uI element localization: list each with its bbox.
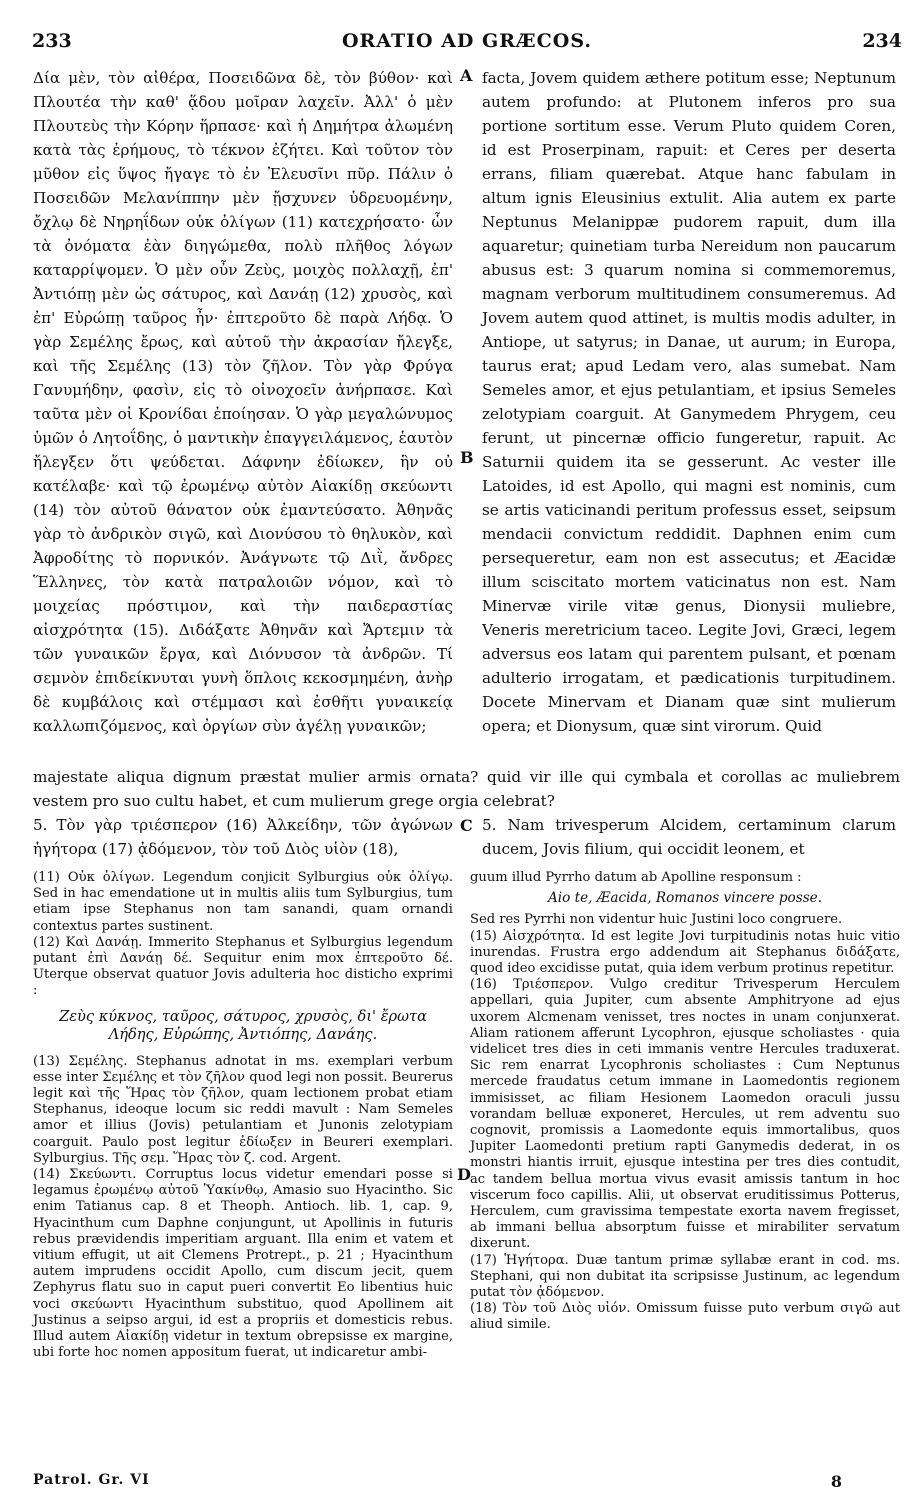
running-title: ORATIO AD GRÆCOS. (341, 30, 593, 52)
page-footer (33, 1472, 902, 1494)
footnote-14-continued: guum illud Pyrrho datum ab Apolline responsum : (470, 870, 802, 885)
right-page-number: 234 (862, 30, 902, 52)
left-page-number: 233 (32, 30, 72, 52)
footnotes-left (33, 870, 453, 1361)
footnote-16: (16) Τριέσπερον. Vulgo creditur Trivesperum Herculem appellari, quia Jupiter, cum absente Amphitryone ad ejus uxorem Alcmenam venisset, tres noctes in unam conjunxerat. Aliam rationem afferunt Lycophron, ejusque scholiastes · quia videlicet tres dies in ceti immanis ventre Hercules traduxerat. Sic rem enarrat Lycophronis scholiastes : Cum Neptunus mercede fraudatus cetum immane in Laomedontis regionem immisisset, ac filiam Hesionem Laomedon oraculi jussu vorandam belluæ exponeret, Hercules, ut rem adventu suo cognovit, promissis a Laomedonte equis immortalibus, quos Jupiter Laomedonti pretium rapti Ganymedis dederat, in os monstri hiantis irruit, ejusque intestina per tres dies contudit, ac tandem bellua mortua vivus evasit amissis tantum in hoc viscerum foco capillis. Alii, ut observat eruditissimus Potterus, Herculem, cum gravissima tempestate exorta navem fregisset, ab immani bellua absorptum fuisse et mirabiliter servatum dixerunt. (470, 977, 900, 1252)
footnote-11: (11) Οὐκ ὀλίγων. Legendum conjicit Sylburgius οὐκ ὀλίγῳ. Sed in hac emendatione ut in multis aliis tum Sylburgius, tum etiam ipse Stephanus non tam sanandi, quam ornandi contextus partes sustinent. (33, 870, 453, 934)
page-header (32, 30, 902, 60)
margin-marker-d: D (457, 1165, 471, 1184)
signature-mark: Patrol. Gr. VI (33, 1472, 150, 1488)
footnote-14: (14) Σκεύωντι. Corruptus locus videtur emendari posse si legamus ἐρωμένῳ αὐτοῦ Ὑακίνθῳ, Amasio suo Hyacintho. Sic enim Tatianus cap. 8 et Theoph. Antioch. lib. 1, cap. 9, Hyacinthum cum Daphne conjungunt, ut Apollinis in futuris rebus prævidendis imperitiam arguant. Illa enim et vatem et vitium effugit, ut ait Clemens Protrept., p. 21 ; Hyacinthum autem imprudens occidit Apollo, cum discum jecit, quem Zephyrus flatu suo in caput pueri convertit Eo libentius huic voci σκεύωντι Hyacinthum substituo, quod Apollinem ait Justinus a seipso argui, id est a propriis et domesticis rebus. Illud autem Αἰακίδῃ videtur in textum obrepsisse ex margine, ubi forte hoc nomen appositum fuerat, ut indicaretur ambi- (33, 1167, 453, 1361)
greek-distich (33, 1008, 453, 1044)
footnote-12: (12) Καὶ Δανάῃ. Immerito Stephanus et Sylburgius legendum putant ἐπὶ Δανάῃ δέ. Sequitur enim mox ἐπτεροῦτο δέ. Uterque observat quatuor Jovis adulteria hoc disticho exprimi : (33, 934, 453, 999)
footnote-17: (17) Ἡγήτορα. Duæ tantum primæ syllabæ erant in cod. ms. Stephani, qui non dubitat ita scripsisse Justinum, ac legendum putat τὸν ᾀδόμενον. (470, 1252, 900, 1301)
footnote-14-end: Sed res Pyrrhi non videntur huic Justini loco congruere. (470, 912, 843, 928)
footnote-13: (13) Σεμέλης. Stephanus adnotat in ms. exemplari verbum esse inter Σεμέλης et τὸν ζῆλον quod legi non possit. Beurerus legit καὶ τῆς Ἥρας τὸν ζῆλον, quam lectionem probat etiam Stephanus, ideoque locum sic reddi mavult : Nam Semeles amor et illius (Jovis) petulantiam et Junonis zelotypiam coarguit. Paulo post legitur ἐδίωξεν in Beureri exemplari. Sylburgius. Τῆς σεμ. Ἥρας τὸν ζ. cod. Argent. (33, 1053, 453, 1166)
folio-number: 8 (830, 1472, 842, 1491)
footnote-15: (15) Αἰσχρότητα. Id est legite Jovi turpitudinis notas huic vitio inurendas. Frustra ergo addendum ait Stephanus διδάξατε, quod ideo excidisse putat, quia idem verbum protinus repetitur. (470, 928, 900, 977)
section-5-greek: 5. Τὸν γὰρ τριέσπερον (16) Ἀλκείδην, τῶν ἀγώνων ἡγήτορα (17) ᾀδόμενον, τὸν τοῦ Διὸς υἱὸν (18), (33, 816, 453, 858)
section-5-latin: 5. Nam trivesperum Alcidem, certaminum clarum ducem, Jovis filium, qui occidit leonem, et (482, 816, 896, 858)
distich-line-2: Λήδης, Εὐρώπης, Ἀντιόπης, Δανάης. (108, 1025, 378, 1043)
footnotes-right (470, 870, 900, 1334)
full-width-paragraph: majestate aliqua dignum præstat mulier armis ornata? quid vir ille qui cymbala et corollas ac muliebrem vestem pro suo cultu habet, et cum mulierum grege orgia celebrat? (33, 768, 900, 810)
footnote-18: (18) Τὸν τοῦ Διὸς υἱόν. Omissum fuisse puto verbum σιγῶ aut aliud simile. (470, 1301, 900, 1333)
margin-marker-b: B (460, 448, 474, 467)
distich-line-1: Ζεὺς κύκνος, ταῦρος, σάτυρος, χρυσὸς, δι' ἔρωτα (59, 1007, 427, 1025)
latin-oracle-verse: Aio te, Æacida, Romanos vincere posse. (547, 890, 823, 907)
greek-text-column: Δία μὲν, τὸν αἰθέρα, Ποσειδῶνα δὲ, τὸν βύθον· καὶ Πλουτέα τὴν καθ' ᾅδου μοῖραν λαχεῖν. Ἀλλ' ὁ μὲν Πλουτεὺς τὴν Κόρην ἥρπασε· καὶ ἡ Δημήτρα ἀλωμένη κατὰ τὰς ἐρήμους, τὸ τέκνον ἐζήτει. Καὶ τοῦτον τὸν μῦθον εἰς ὕψος ἤγαγε τὸ ἐν Ἐλευσῖνι πῦρ. Πάλιν ὁ Ποσειδῶν Μελανίππην μὲν ᾔσχυνεν ὑδρευομένην, ὄχλῳ δὲ Νηρηΐδων οὐκ ὀλίγων (11) κατεχρήσατο· ὧν τὰ ὀνόματα ἐὰν διηγώμεθα, πολὺ πλῆθος λόγων καταρρίψομεν. Ὁ μὲν οὖν Ζεὺς, μοιχὸς πολλαχῇ, ἐπ' Ἀντιόπῃ μὲν ὡς σάτυρος, καὶ Δανάῃ (12) χρυσὸς, καὶ ἐπ' Εὐρώπῃ ταῦρος ἦν· ἐπτεροῦτο δὲ παρὰ Λήδᾳ. Ὁ γὰρ Σεμέλης ἔρως, καὶ αὐτοῦ τὴν ἀκρασίαν ἤλεγξε, καὶ τῆς Σεμέλης (13) τὸν ζῆλον. Τὸν γὰρ Φρύγα Γανυμήδην, φασὶν, εἰς τὸ οἰνοχοεῖν ἀνήρπασε. Καὶ ταῦτα μὲν οἱ Κρονίδαι ἐποίησαν. Ὁ γὰρ μεγαλώνυμος ὑμῶν ὁ Λητοΐδης, ὁ μαντικὴν ἐπαγγειλάμενος, ἑαυτὸν ἤλεγξεν ὅτι ψεύδεται. Δάφνην ἐδίωκεν, ἣν οὐ κατέλαβε· καὶ τῷ ἐρωμένῳ αὐτὸν Αἰακίδῃ σκεύωντι (14) τὸν αὐτοῦ θάνατον οὐκ ἐμαντεύσατο. Ἀθηνᾶς γὰρ τὸ ἀνδρικὸν σιγῶ, καὶ Διονύσου τὸ θηλυκὸν, καὶ Ἀφροδίτης τὸ πορνικόν. Ἀνάγνωτε τῷ Διῒ, ἄνδρες Ἕλληνες, τὸν κατὰ πατραλοιῶν νόμον, καὶ τὸ μοιχείας πρόστιμον, καὶ τὴν παιδεραστίας αἰσχρότητα (15). Διδάξατε Ἀθηνᾶν καὶ Ἄρτεμιν τὰ τῶν γυναικῶν ἔργα, καὶ Διόνυσον τὰ ἀνδρῶν. Τί σεμνὸν ἐπιδείκνυται γυνὴ ὅπλοις κεκοσμημένη, ἀνὴρ δὲ κυμβάλοις καὶ στέμμασι καὶ ἐσθῆτι γυναικείᾳ καλλωπιζόμενος, καὶ ὀργίων σὺν ἀγέλῃ γυναικῶν; (33, 69, 453, 735)
margin-marker-a: A (460, 66, 473, 85)
margin-marker-c: C (460, 816, 473, 835)
latin-text-column: facta, Jovem quidem æthere potitum esse; Neptunum autem profundo: at Plutonem inferos pro sua portione sortitum esse. Verum Pluto quidem Coren, id est Proserpinam, rapuit: et Ceres per deserta errans, filiam quærebat. Atque hanc fabulam in altum ignis Eleusinius extulit. Alia autem ex parte Neptunus Melanippæ pudorem rapuit, dum illa aquaretur; quinetiam turba Nereidum non paucarum abusus est: 3 quarum nomina si commemoremus, magnam verborum multitudinem consumeremus. Ad Jovem autem quod attinet, is multis modis adulter, in Antiope, ut satyrus; in Danae, ut aurum; in Europa, taurus erat; apud Ledam vero, alas sumebat. Nam Semeles amor, et ejus petulantiam, et ipsius Semeles zelotypiam coarguit. At Ganymedem Phrygem, ceu ferunt, ut pincernæ officio fungeretur, rapuit. Ac Saturnii quidem ita se gesserunt. Ac vester ille Latoides, id est Apollo, qui magni est nominis, cum se artis vaticinandi peritum professus esset, seipsum mendacii convictum reddidit. Daphnen enim cum persequeretur, eam non est assecutus; et Æacidæ illum sciscitato mortem vaticinatus non est. Nam Minervæ virile vitæ genus, Dionysii muliebre, Veneris meretricium taceo. Legite Jovi, Græci, legem adversus eos latam qui parentem pulsant, et pœnam adulterio irrogatam, et pædicationis turpitudinem. Docete Minervam et Dianam quæ sint mulierum opera; et Dionysum, quæ sint virorum. Quid (482, 69, 896, 735)
